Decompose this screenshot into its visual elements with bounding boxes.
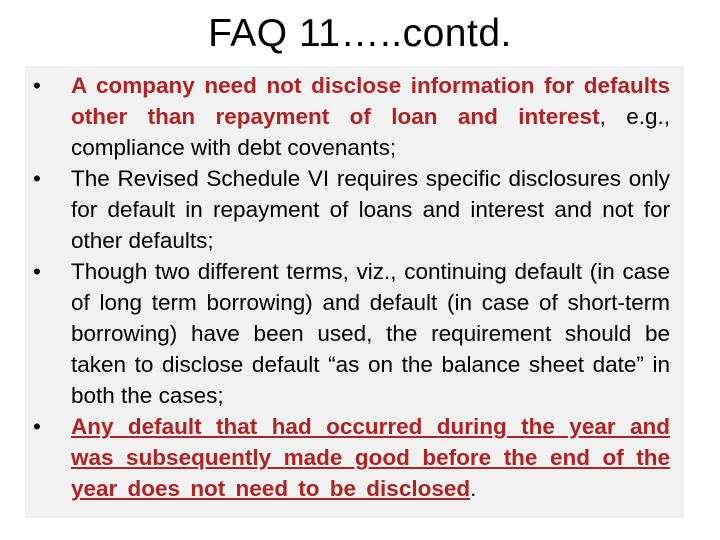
bullet-item-2 bbox=[26, 163, 670, 256]
bullet-1-emphasis: A company need not disclose information for defaults other than repayment of loan and interest bbox=[71, 73, 670, 129]
bullet-icon: • bbox=[33, 166, 41, 191]
bullet-icon: • bbox=[33, 73, 41, 98]
bullet-list bbox=[26, 70, 670, 504]
bullet-4-text: . bbox=[470, 476, 477, 501]
bullet-3-text: Though two different terms, viz., continuing default (in case of long term borrowing) and default (in case of short-term borrowing) have been used, the requirement should be taken to disclose default “as on the balance sheet date” in both the cases; bbox=[71, 259, 670, 408]
bullet-item-3 bbox=[26, 256, 670, 411]
bullet-4-emphasis: Any default that had occurred during the year and was subsequently made good before the end of the year does not need to be disclosed bbox=[71, 414, 670, 501]
bullet-1-text: , e.g., compliance with debt covenants; bbox=[71, 104, 670, 160]
bullet-icon: • bbox=[33, 259, 41, 284]
bullet-item-4 bbox=[26, 411, 670, 504]
bullet-2-text: The Revised Schedule VI requires specific disclosures only for default in repayment of loans and interest and not for other defaults; bbox=[71, 166, 670, 253]
slide-title: FAQ 11…..contd. bbox=[208, 12, 512, 55]
bullet-icon: • bbox=[33, 414, 41, 439]
bullet-item-1 bbox=[26, 70, 670, 163]
